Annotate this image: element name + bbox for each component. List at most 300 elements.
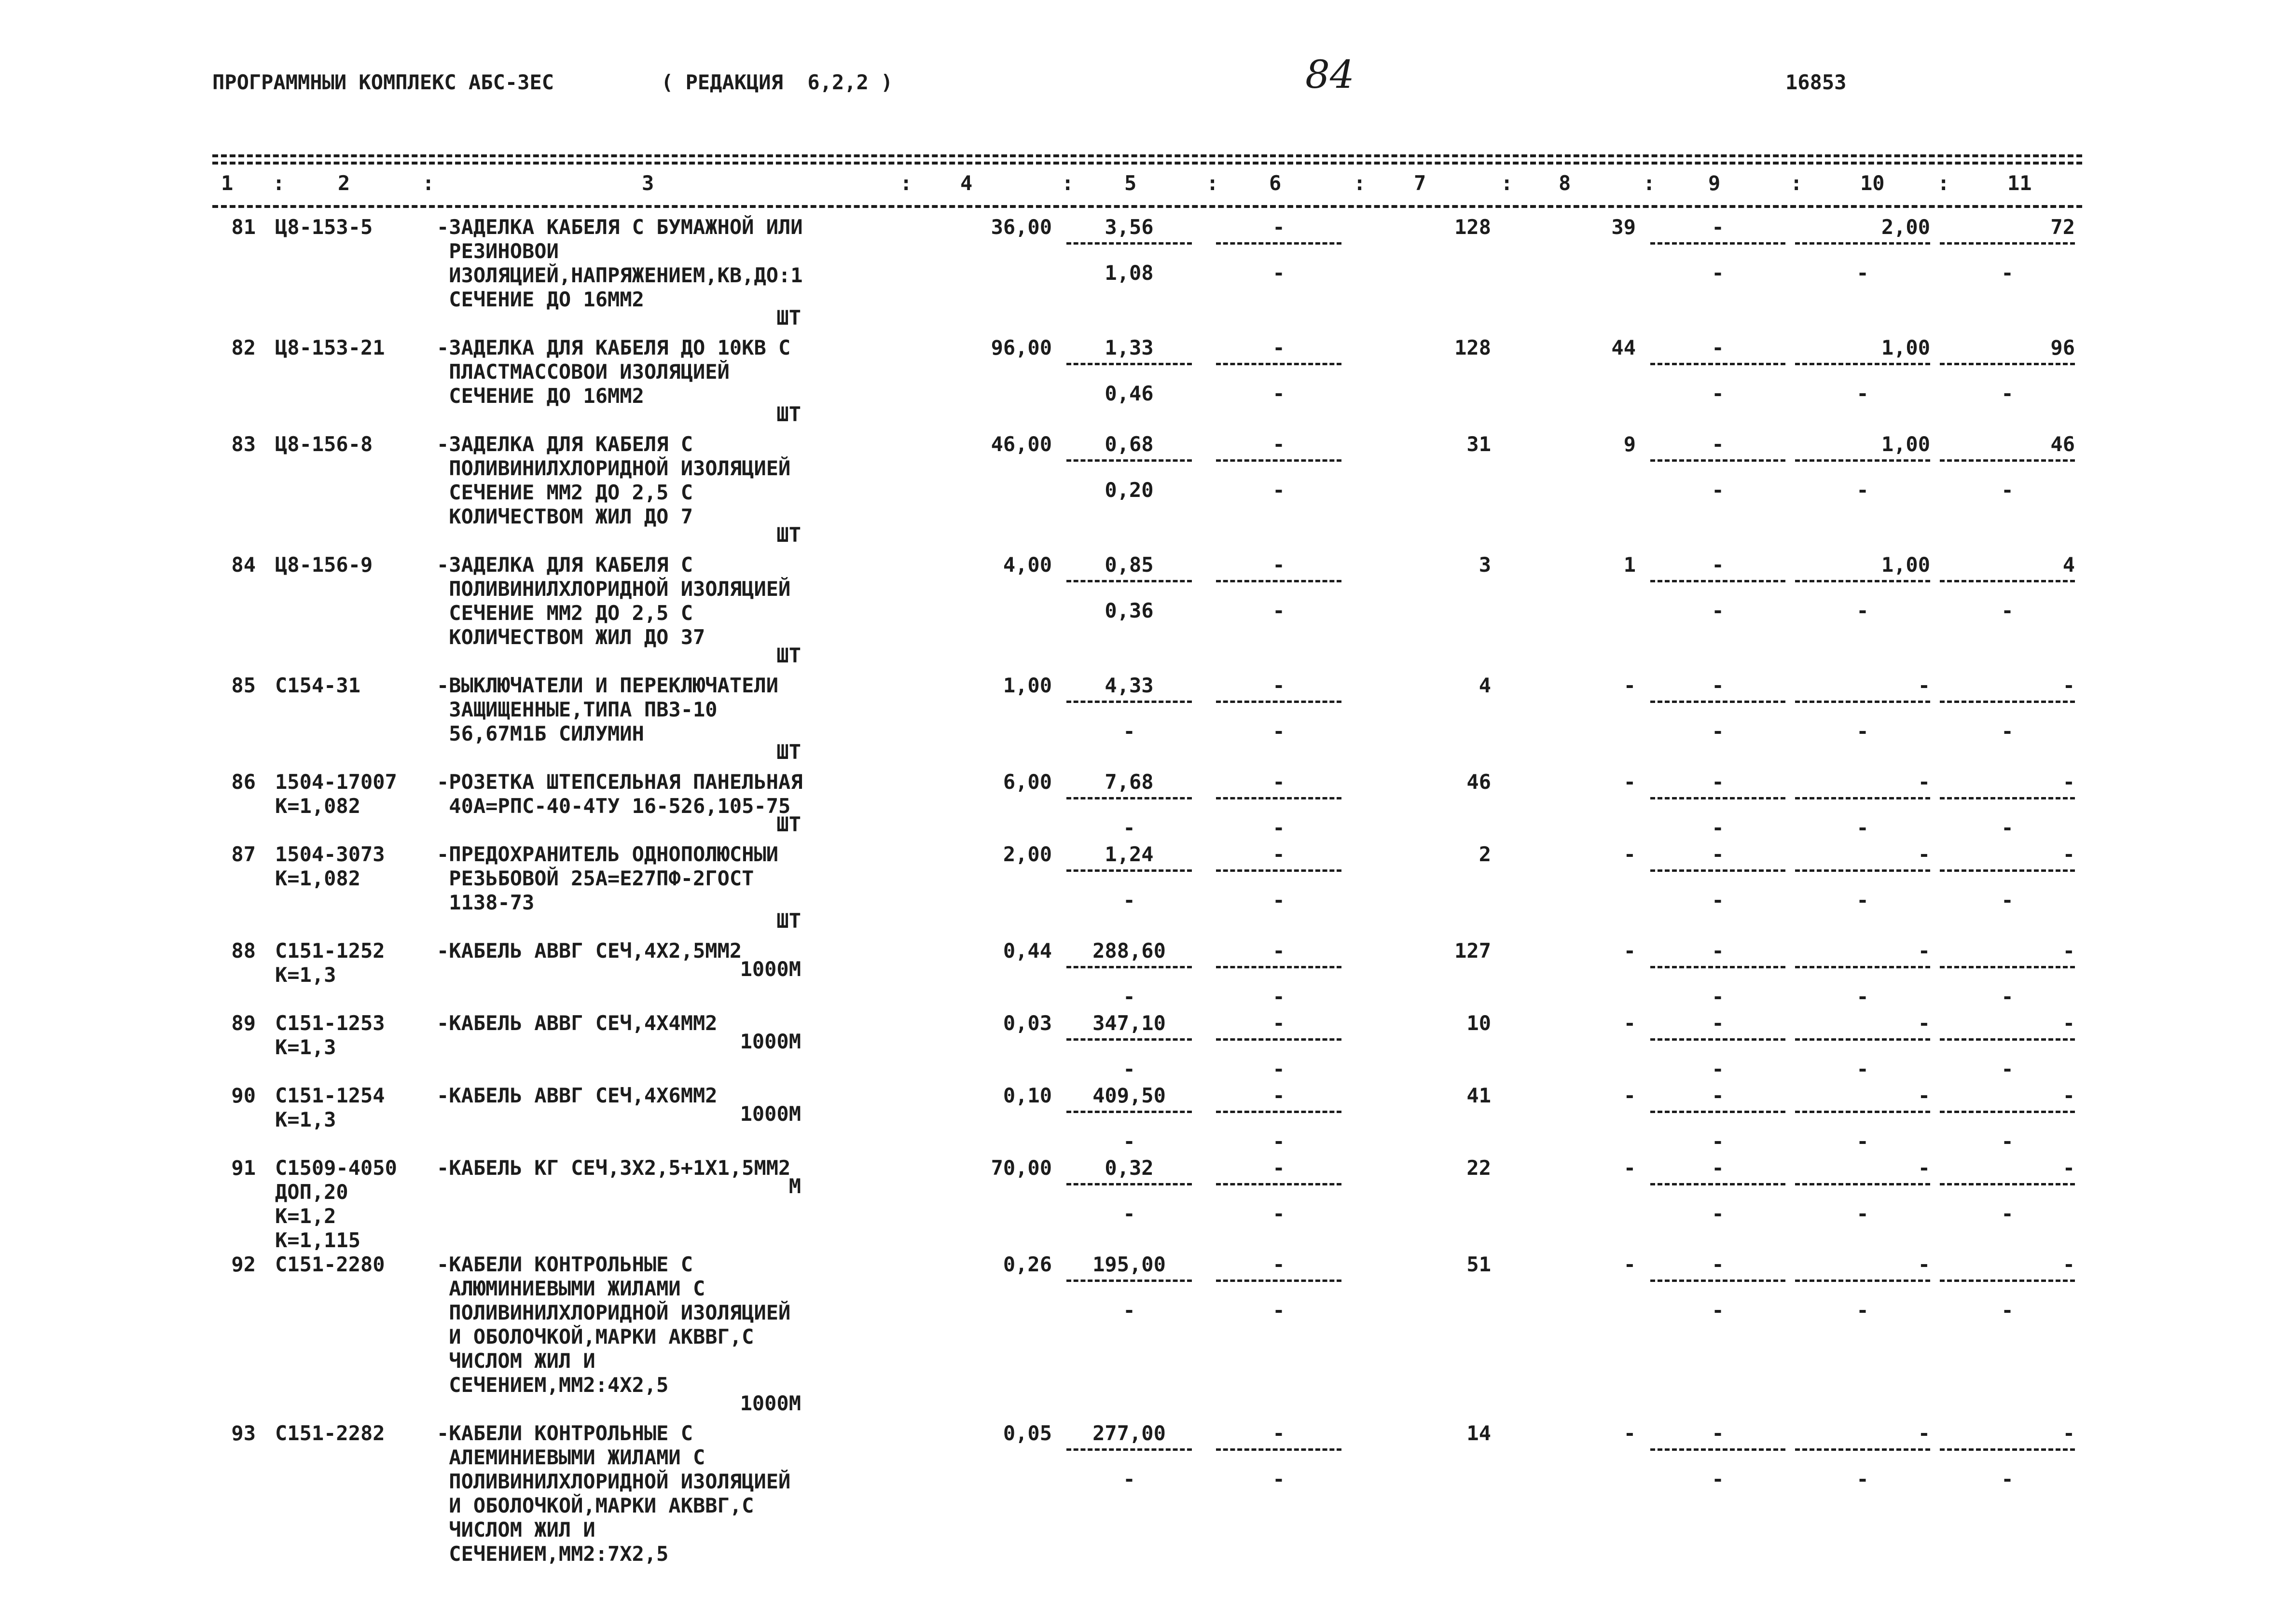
cell-rule <box>1795 1280 1930 1282</box>
c10-cell-lower: - <box>1856 261 1869 285</box>
row-number: 92 <box>231 1252 256 1276</box>
cell-rule <box>1216 580 1341 582</box>
c9-cell-lower: - <box>1712 478 1724 502</box>
column-separator: : <box>1643 171 1656 195</box>
c11-cell-lower: - <box>2001 1467 2014 1491</box>
price-cell-lower: - <box>1123 816 1135 840</box>
row-code: К=1,3 <box>275 1108 336 1131</box>
c9-cell-lower: - <box>1712 1467 1724 1491</box>
c9-cell: - <box>1712 1421 1724 1445</box>
col6-cell-lower: - <box>1272 1129 1285 1153</box>
qty-cell: 0,26 <box>1003 1252 1052 1276</box>
total-cell: 2 <box>1479 842 1491 866</box>
c9-cell: - <box>1712 939 1724 963</box>
c10-cell-lower: - <box>1856 1057 1869 1081</box>
c11-cell-lower: - <box>2001 1057 2014 1081</box>
row-description: КОЛИЧЕСТВОМ ЖИЛ ДО 37 <box>437 625 705 649</box>
row-description: -КАБЕЛЬ КГ СЕЧ,3Х2,5+1Х1,5ММ2 <box>437 1156 791 1180</box>
c11-cell-lower: - <box>2001 985 2014 1008</box>
c10-cell: 1,00 <box>1881 336 1930 359</box>
c11-cell-lower: - <box>2001 1202 2014 1225</box>
cell-rule <box>1940 869 2075 872</box>
c11-cell-lower: - <box>2001 1129 2014 1153</box>
qty-cell: 0,10 <box>1003 1084 1052 1107</box>
c11-cell: - <box>2062 1156 2075 1180</box>
row-number: 85 <box>231 674 256 697</box>
c11-cell: - <box>2062 1084 2075 1107</box>
cell-rule <box>1795 966 1930 968</box>
cell-rule <box>1795 459 1930 462</box>
row-description: СЕЧЕНИЕ ДО 16ММ2 <box>437 288 644 311</box>
cell-rule <box>1216 459 1341 462</box>
row-description: ПОЛИВИНИЛХЛОРИДНОЙ ИЗОЛЯЦИЕЙ <box>437 456 791 480</box>
cell-rule <box>1066 1280 1192 1282</box>
col6-cell: - <box>1272 1156 1285 1180</box>
c9-cell: - <box>1712 336 1724 359</box>
column-separator: : <box>1501 171 1513 195</box>
row-code: 1504-3073 <box>275 842 385 866</box>
total-cell: 22 <box>1466 1156 1491 1180</box>
cell-rule <box>1216 242 1341 245</box>
c10-cell-lower: - <box>1856 478 1869 502</box>
c10-cell-lower: - <box>1856 888 1869 912</box>
cell-rule <box>1216 1111 1341 1113</box>
c9-cell: - <box>1712 1011 1724 1035</box>
c11-cell-lower: - <box>2001 888 2014 912</box>
col8-cell: - <box>1623 674 1636 697</box>
col6-cell: - <box>1272 770 1285 794</box>
c10-cell: - <box>1918 1011 1930 1035</box>
price-cell-lower: - <box>1123 1129 1135 1153</box>
price-cell-lower: - <box>1123 888 1135 912</box>
col8-cell: - <box>1623 842 1636 866</box>
c10-cell: 1,00 <box>1881 432 1930 456</box>
col6-cell-lower: - <box>1272 1202 1285 1225</box>
col6-cell: - <box>1272 215 1285 239</box>
cell-rule <box>1650 1183 1785 1185</box>
col6-cell-lower: - <box>1272 599 1285 622</box>
col8-cell: - <box>1623 1421 1636 1445</box>
c11-cell-lower: - <box>2001 478 2014 502</box>
cell-rule <box>1940 701 2075 703</box>
row-code: К=1,082 <box>275 794 361 818</box>
c9-cell: - <box>1712 432 1724 456</box>
row-description: И ОБОЛОЧКОЙ,МАРКИ АКВВГ,С <box>437 1494 754 1517</box>
total-cell: 128 <box>1454 336 1491 359</box>
c9-cell: - <box>1712 770 1724 794</box>
column-number: 7 <box>1414 171 1426 195</box>
total-cell: 51 <box>1466 1252 1491 1276</box>
cell-rule <box>1795 1038 1930 1041</box>
row-code: К=1,3 <box>275 963 336 987</box>
row-description: ПЛАСТМАССОВОИ ИЗОЛЯЦИЕЙ <box>437 360 730 384</box>
col8-cell: - <box>1623 1011 1636 1035</box>
col6-cell: - <box>1272 553 1285 577</box>
row-description: -РОЗЕТКА ШТЕПСЕЛЬНАЯ ПАНЕЛЬНАЯ <box>437 770 803 794</box>
c9-cell-lower: - <box>1712 261 1724 285</box>
col6-cell-lower: - <box>1272 478 1285 502</box>
cell-rule <box>1940 1183 2075 1185</box>
total-cell: 4 <box>1479 674 1491 697</box>
column-separator: : <box>273 171 285 195</box>
c9-cell-lower: - <box>1712 1129 1724 1153</box>
col6-cell-lower: - <box>1272 985 1285 1008</box>
price-cell: 7,68 <box>1105 770 1154 794</box>
qty-cell: 36,00 <box>991 215 1052 239</box>
cell-rule <box>1650 580 1785 582</box>
cell-rule <box>1795 869 1930 872</box>
total-cell: 41 <box>1466 1084 1491 1107</box>
handwritten-page-number: 84 <box>1305 52 1354 97</box>
row-code: С1509-4050 <box>275 1156 397 1180</box>
row-code: Ц8-156-8 <box>275 432 373 456</box>
row-number: 91 <box>231 1156 256 1180</box>
price-cell: 0,85 <box>1105 553 1154 577</box>
price-cell: 0,32 <box>1105 1156 1154 1180</box>
cell-rule <box>1216 869 1341 872</box>
column-number: 5 <box>1124 171 1137 195</box>
price-cell: 277,00 <box>1092 1421 1166 1445</box>
row-code: С151-1253 <box>275 1011 385 1035</box>
row-unit: 1000М <box>740 1391 801 1415</box>
row-code: Ц8-153-21 <box>275 336 385 359</box>
column-separator: : <box>422 171 435 195</box>
c11-cell: 4 <box>2062 553 2075 577</box>
c11-cell: - <box>2062 939 2075 963</box>
cell-rule <box>1066 869 1192 872</box>
c10-cell-lower: - <box>1856 1129 1869 1153</box>
c11-cell-lower: - <box>2001 599 2014 622</box>
col6-cell: - <box>1272 1421 1285 1445</box>
cell-rule <box>1650 966 1785 968</box>
row-description: -КАБЕЛИ КОНТРОЛЬНЫЕ С <box>437 1421 693 1445</box>
row-number: 86 <box>231 770 256 794</box>
c9-cell: - <box>1712 553 1724 577</box>
c9-cell: - <box>1712 1084 1724 1107</box>
c10-cell-lower: - <box>1856 1467 1869 1491</box>
cell-rule <box>1216 966 1341 968</box>
c10-cell-lower: - <box>1856 816 1869 840</box>
price-cell-lower: - <box>1123 1467 1135 1491</box>
col6-cell: - <box>1272 336 1285 359</box>
row-unit: ШТ <box>776 812 801 836</box>
c10-cell: - <box>1918 1421 1930 1445</box>
price-cell-lower: - <box>1123 1057 1135 1081</box>
row-unit: ШТ <box>776 909 801 933</box>
row-code: С154-31 <box>275 674 361 697</box>
c9-cell: - <box>1712 215 1724 239</box>
c10-cell: - <box>1918 842 1930 866</box>
c10-cell: - <box>1918 1156 1930 1180</box>
row-description: ЗАЩИЩЕННЫЕ,ТИПА ПВЗ-10 <box>437 698 718 721</box>
row-code: Ц8-153-5 <box>275 215 373 239</box>
c11-cell: - <box>2062 1011 2075 1035</box>
price-cell-lower: 1,08 <box>1105 261 1154 285</box>
cell-rule <box>1066 1183 1192 1185</box>
row-description: И ОБОЛОЧКОЙ,МАРКИ АКВВГ,С <box>437 1325 754 1349</box>
col6-cell-lower: - <box>1272 719 1285 743</box>
price-cell-lower: 0,36 <box>1105 599 1154 622</box>
column-separator: : <box>1062 171 1074 195</box>
c9-cell-lower: - <box>1712 1298 1724 1322</box>
column-number: 9 <box>1708 171 1721 195</box>
c11-cell-lower: - <box>2001 261 2014 285</box>
qty-cell: 0,05 <box>1003 1421 1052 1445</box>
cell-rule <box>1940 1448 2075 1451</box>
c11-cell-lower: - <box>2001 382 2014 405</box>
row-code: К=1,115 <box>275 1228 361 1252</box>
cell-rule <box>1216 701 1341 703</box>
cell-rule <box>1940 363 2075 365</box>
col8-cell: - <box>1623 1156 1636 1180</box>
col8-cell: 39 <box>1611 215 1636 239</box>
c10-cell: - <box>1918 939 1930 963</box>
row-description: -ПРЕДОХРАНИТЕЛЬ ОДНОПОЛЮСНЫИ <box>437 842 779 866</box>
c9-cell-lower: - <box>1712 719 1724 743</box>
col8-cell: - <box>1623 939 1636 963</box>
edition-label: ( РЕДАКЦИЯ 6,2,2 ) <box>661 70 893 94</box>
col6-cell: - <box>1272 939 1285 963</box>
row-number: 83 <box>231 432 256 456</box>
cell-rule <box>1216 1448 1341 1451</box>
col6-cell-lower: - <box>1272 261 1285 285</box>
table-top-rule <box>212 154 2082 157</box>
c10-cell-lower: - <box>1856 1202 1869 1225</box>
row-code: С151-1254 <box>275 1084 385 1107</box>
document-number: 16853 <box>1785 70 1847 94</box>
total-cell: 46 <box>1466 770 1491 794</box>
column-number: 11 <box>2007 171 2032 195</box>
c9-cell: - <box>1712 1252 1724 1276</box>
row-description: СЕЧЕНИЕМ,ММ2:7Х2,5 <box>437 1542 669 1566</box>
cell-rule <box>1940 459 2075 462</box>
price-cell: 0,68 <box>1105 432 1154 456</box>
col6-cell: - <box>1272 1011 1285 1035</box>
cell-rule <box>1650 1038 1785 1041</box>
price-cell-lower: 0,20 <box>1105 478 1154 502</box>
cell-rule <box>1066 1448 1192 1451</box>
cell-rule <box>1650 701 1785 703</box>
c10-cell: 1,00 <box>1881 553 1930 577</box>
row-description: ЧИСЛОМ ЖИЛ И <box>437 1518 595 1541</box>
price-cell-lower: - <box>1123 1202 1135 1225</box>
row-code: Ц8-156-9 <box>275 553 373 577</box>
row-number: 90 <box>231 1084 256 1107</box>
total-cell: 3 <box>1479 553 1491 577</box>
cell-rule <box>1066 459 1192 462</box>
c11-cell: - <box>2062 1252 2075 1276</box>
c9-cell-lower: - <box>1712 382 1724 405</box>
row-unit: 1000М <box>740 957 801 981</box>
column-number: 3 <box>642 171 654 195</box>
row-description: -ЗАДЕЛКА ДЛЯ КАБЕЛЯ С <box>437 553 693 577</box>
total-cell: 10 <box>1466 1011 1491 1035</box>
row-code: С151-2282 <box>275 1421 385 1445</box>
c10-cell: - <box>1918 674 1930 697</box>
cell-rule <box>1795 1111 1930 1113</box>
price-cell: 409,50 <box>1092 1084 1166 1107</box>
row-description: -КАБЕЛЬ АВВГ СЕЧ,4Х4ММ2 <box>437 1011 718 1035</box>
row-description: СЕЧЕНИЕ ММ2 ДО 2,5 С <box>437 601 693 625</box>
cell-rule <box>1066 1038 1192 1041</box>
row-description: 56,67М1Б СИЛУМИН <box>437 722 644 745</box>
row-code: С151-2280 <box>275 1252 385 1276</box>
row-code: К=1,082 <box>275 867 361 890</box>
cell-rule <box>1795 363 1930 365</box>
col8-cell: 9 <box>1623 432 1636 456</box>
c10-cell: 2,00 <box>1881 215 1930 239</box>
cell-rule <box>1216 1183 1341 1185</box>
cell-rule <box>1795 1183 1930 1185</box>
col8-cell: - <box>1623 1252 1636 1276</box>
cell-rule <box>1066 242 1192 245</box>
c10-cell-lower: - <box>1856 599 1869 622</box>
col6-cell-lower: - <box>1272 1057 1285 1081</box>
total-cell: 31 <box>1466 432 1491 456</box>
row-description: -КАБЕЛЬ АВВГ СЕЧ,4Х2,5ММ2 <box>437 939 742 963</box>
total-cell: 127 <box>1454 939 1491 963</box>
row-unit: ШТ <box>776 644 801 667</box>
price-cell-lower: - <box>1123 985 1135 1008</box>
c9-cell-lower: - <box>1712 1202 1724 1225</box>
c9-cell-lower: - <box>1712 888 1724 912</box>
qty-cell: 4,00 <box>1003 553 1052 577</box>
cell-rule <box>1940 580 2075 582</box>
row-unit: ШТ <box>776 740 801 764</box>
price-cell: 195,00 <box>1092 1252 1166 1276</box>
c11-cell-lower: - <box>2001 719 2014 743</box>
cell-rule <box>1940 797 2075 799</box>
cell-rule <box>1940 1280 2075 1282</box>
row-description: 40А=РПС-40-4ТУ 16-526,105-75 <box>437 794 791 818</box>
cell-rule <box>1650 1280 1785 1282</box>
cell-rule <box>1216 797 1341 799</box>
total-cell: 128 <box>1454 215 1491 239</box>
cell-rule <box>1066 580 1192 582</box>
c10-cell-lower: - <box>1856 382 1869 405</box>
c10-cell-lower: - <box>1856 719 1869 743</box>
col8-cell: - <box>1623 1084 1636 1107</box>
col6-cell-lower: - <box>1272 382 1285 405</box>
row-code: К=1,3 <box>275 1035 336 1059</box>
row-unit: ШТ <box>776 523 801 547</box>
row-description: -ЗАДЕЛКА ДЛЯ КАБЕЛЯ С <box>437 432 693 456</box>
qty-cell: 0,44 <box>1003 939 1052 963</box>
cell-rule <box>1216 363 1341 365</box>
cell-rule <box>1795 797 1930 799</box>
row-number: 93 <box>231 1421 256 1445</box>
table-header-rule <box>212 205 2082 208</box>
row-number: 87 <box>231 842 256 866</box>
c10-cell: - <box>1918 770 1930 794</box>
column-separator: : <box>1206 171 1219 195</box>
c11-cell: 96 <box>2050 336 2075 359</box>
price-cell: 1,33 <box>1105 336 1154 359</box>
cell-rule <box>1650 797 1785 799</box>
c11-cell-lower: - <box>2001 816 2014 840</box>
row-code: ДОП,20 <box>275 1180 348 1204</box>
row-description: СЕЧЕНИЕ ММ2 ДО 2,5 С <box>437 481 693 504</box>
c9-cell-lower: - <box>1712 816 1724 840</box>
col8-cell: - <box>1623 770 1636 794</box>
row-description: -КАБЕЛЬ АВВГ СЕЧ,4Х6ММ2 <box>437 1084 718 1107</box>
qty-cell: 2,00 <box>1003 842 1052 866</box>
c9-cell-lower: - <box>1712 1057 1724 1081</box>
program-title: ПРОГРАММНЫИ КОМПЛЕКС АБС-3ЕС <box>212 70 554 94</box>
row-code: К=1,2 <box>275 1204 336 1228</box>
cell-rule <box>1066 966 1192 968</box>
col6-cell: - <box>1272 842 1285 866</box>
row-unit: М <box>788 1174 801 1198</box>
row-code: С151-1252 <box>275 939 385 963</box>
cell-rule <box>1940 1038 2075 1041</box>
column-number: 10 <box>1860 171 1885 195</box>
c11-cell: - <box>2062 842 2075 866</box>
col6-cell-lower: - <box>1272 888 1285 912</box>
row-description: ПОЛИВИНИЛХЛОРИДНОЙ ИЗОЛЯЦИЕЙ <box>437 577 791 601</box>
cell-rule <box>1795 1448 1930 1451</box>
price-cell-lower: 0,46 <box>1105 382 1154 405</box>
qty-cell: 46,00 <box>991 432 1052 456</box>
cell-rule <box>1795 242 1930 245</box>
row-description: АЛЮМИНИЕВЫМИ ЖИЛАМИ С <box>437 1277 705 1300</box>
price-cell: 4,33 <box>1105 674 1154 697</box>
cell-rule <box>1940 1111 2075 1113</box>
cell-rule <box>1066 797 1192 799</box>
col6-cell-lower: - <box>1272 1298 1285 1322</box>
column-number: 8 <box>1559 171 1571 195</box>
row-unit: 1000М <box>740 1030 801 1053</box>
qty-cell: 96,00 <box>991 336 1052 359</box>
cell-rule <box>1066 701 1192 703</box>
c9-cell: - <box>1712 1156 1724 1180</box>
row-unit: ШТ <box>776 306 801 330</box>
row-description: -ЗАДЕЛКА КАБЕЛЯ С БУМАЖНОЙ ИЛИ <box>437 215 803 239</box>
c11-cell: 46 <box>2050 432 2075 456</box>
column-number: 2 <box>338 171 350 195</box>
col6-cell-lower: - <box>1272 816 1285 840</box>
row-unit: 1000М <box>740 1102 801 1126</box>
row-number: 82 <box>231 336 256 359</box>
row-number: 84 <box>231 553 256 577</box>
cell-rule <box>1940 966 2075 968</box>
row-description: РЕЗИНОВОИ <box>437 239 559 263</box>
cell-rule <box>1216 1038 1341 1041</box>
col6-cell: - <box>1272 674 1285 697</box>
c11-cell: - <box>2062 1421 2075 1445</box>
row-description: АЛЕМИНИЕВЫМИ ЖИЛАМИ С <box>437 1445 705 1469</box>
price-cell: 1,24 <box>1105 842 1154 866</box>
c11-cell: - <box>2062 674 2075 697</box>
row-code: 1504-17007 <box>275 770 397 794</box>
c11-cell: - <box>2062 770 2075 794</box>
cell-rule <box>1650 1448 1785 1451</box>
c10-cell: - <box>1918 1252 1930 1276</box>
qty-cell: 0,03 <box>1003 1011 1052 1035</box>
row-number: 89 <box>231 1011 256 1035</box>
row-description: ПОЛИВИНИЛХЛОРИДНОЙ ИЗОЛЯЦИЕЙ <box>437 1470 791 1493</box>
column-number: 1 <box>221 171 234 195</box>
cell-rule <box>1650 363 1785 365</box>
cell-rule <box>1066 1111 1192 1113</box>
table-top-rule-2 <box>212 162 2082 165</box>
c9-cell: - <box>1712 842 1724 866</box>
row-number: 81 <box>231 215 256 239</box>
row-description: 1138-73 <box>437 891 535 914</box>
row-description: СЕЧЕНИЕ ДО 16ММ2 <box>437 384 644 408</box>
qty-cell: 70,00 <box>991 1156 1052 1180</box>
cell-rule <box>1940 242 2075 245</box>
